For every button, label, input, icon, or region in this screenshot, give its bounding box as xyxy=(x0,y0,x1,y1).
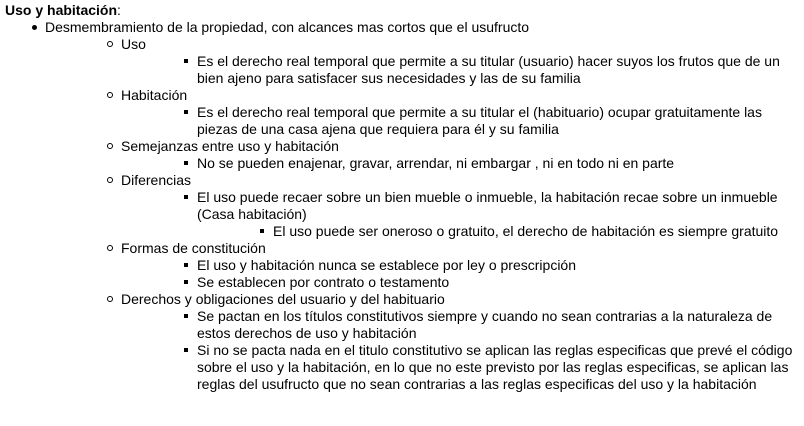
section-items xyxy=(121,53,800,87)
item-text: No se pueden enajenar, gravar, arrendar, ni embargar , ni en todo ni en parte xyxy=(197,155,675,171)
square-bullet-icon xyxy=(184,348,188,352)
square-bullet-icon xyxy=(184,314,188,318)
section-formas-de-constitucion xyxy=(121,240,800,291)
section-label: Uso xyxy=(121,36,146,52)
section-items xyxy=(121,257,800,291)
list-item xyxy=(197,104,800,138)
list-item xyxy=(197,155,800,172)
list-item-root xyxy=(45,19,800,393)
item-text: Es el derecho real temporal que permite a su titular el (habituario) ocupar gratuitamente las piezas de una casa ajena que requiera para él y su familia xyxy=(197,104,762,137)
list-item xyxy=(197,308,800,342)
heading-colon: : xyxy=(117,2,121,18)
square-bullet-icon xyxy=(184,280,188,284)
document-heading xyxy=(5,2,800,19)
section-label: Habitación xyxy=(121,87,188,103)
heading-title: Uso y habitación xyxy=(5,2,118,18)
item-text: Se establecen por contrato o testamento xyxy=(197,274,450,290)
square-bullet-icon xyxy=(184,59,188,63)
item-text: El uso y habitación nunca se establece por ley o prescripción xyxy=(197,257,576,273)
square-bullet-icon xyxy=(260,229,264,233)
sub-items xyxy=(197,223,800,240)
section-label: Derechos y obligaciones del usuario y del habituario xyxy=(121,291,445,307)
section-label: Semejanzas entre uso y habitación xyxy=(121,138,339,154)
section-items xyxy=(121,104,800,138)
square-bullet-icon xyxy=(184,161,188,165)
square-bullet-icon xyxy=(184,263,188,267)
circle-bullet-icon xyxy=(107,177,113,183)
section-habitacion xyxy=(121,87,800,138)
list-item xyxy=(197,53,800,87)
outline-root xyxy=(5,19,800,393)
item-text: Se pactan en los títulos constitutivos siempre y cuando no sean contrarias a la naturaleza de estos derechos de uso y habitación xyxy=(197,308,773,341)
section-label: Diferencias xyxy=(121,172,192,188)
section-items xyxy=(121,155,800,172)
root-label: Desmembramiento de la propiedad, con alcances mas cortos que el usufructo xyxy=(45,19,530,35)
square-bullet-icon xyxy=(184,195,188,199)
disc-bullet-icon xyxy=(32,25,37,30)
list-item xyxy=(197,257,800,274)
section-semejanzas xyxy=(121,138,800,172)
list-item xyxy=(273,223,800,240)
section-label: Formas de constitución xyxy=(121,240,266,256)
item-text: El uso puede recaer sobre un bien mueble o inmueble, la habitación recae sobre un inmueble (Casa habitación) xyxy=(197,189,778,222)
list-item xyxy=(197,189,800,240)
circle-bullet-icon xyxy=(107,143,113,149)
item-text: Es el derecho real temporal que permite a su titular (usuario) hacer suyos los frutos que de un bien ajeno para satisfacer sus necesidades y las de su familia xyxy=(197,53,780,86)
sections-list xyxy=(45,36,800,393)
section-diferencias xyxy=(121,172,800,240)
section-items xyxy=(121,308,800,393)
item-text: Si no se pacta nada en el titulo constitutivo se aplican las reglas especificas que prevé el código sobre el uso y la habitación, en lo que no este previsto por las reglas especificas, se aplican las reglas del usufructo que no sean contrarias a las reglas especificas del uso y la habitación xyxy=(197,342,793,392)
square-bullet-icon xyxy=(184,110,188,114)
sub-item-text: El uso puede ser oneroso o gratuito, el derecho de habitación es siempre gratuito xyxy=(273,223,779,239)
section-uso xyxy=(121,36,800,87)
circle-bullet-icon xyxy=(107,92,113,98)
section-derechos-y-obligaciones xyxy=(121,291,800,393)
circle-bullet-icon xyxy=(107,41,113,47)
list-item xyxy=(197,274,800,291)
section-items xyxy=(121,189,800,240)
list-item xyxy=(197,342,800,393)
circle-bullet-icon xyxy=(107,296,113,302)
circle-bullet-icon xyxy=(107,245,113,251)
